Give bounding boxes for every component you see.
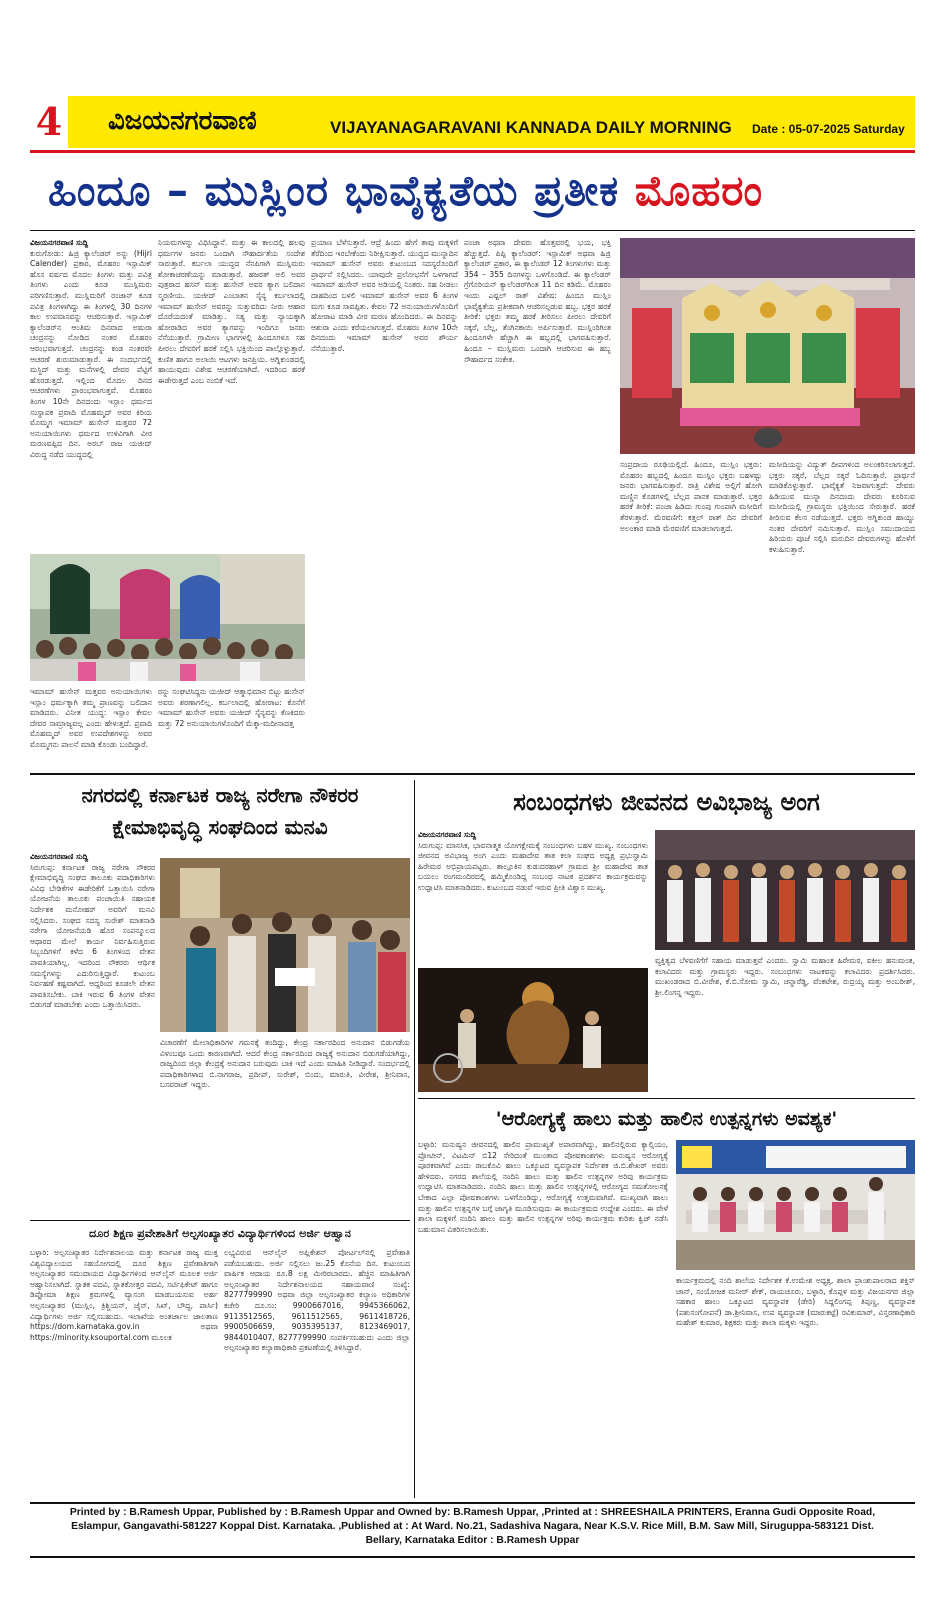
shrine-illustration <box>620 238 915 454</box>
lead-photo-shrine <box>620 238 915 454</box>
masthead-title-kannada: ವಿಜಯನಗರವಾಣಿ <box>108 106 257 136</box>
footer-line-1: Printed by : B.Ramesh Uppar, Published by : B.Ramesh Uppar and Owned by: B.Ramesh Uppar, ,Printed at : SHREESHAILA PRINTERS, Eranna Gudi Opposite Road, <box>69 1507 876 1518</box>
footer-line-3: Bellary, Karnataka Editor : B.Ramesh Uppar <box>365 1535 580 1546</box>
story2-column-1 <box>30 852 155 1214</box>
story4-headline: 'ಆರೋಗ್ಯಕ್ಕೆ ಹಾಲು ಮತ್ತು ಹಾಲಿನ ಉತ್ಪನ್ನಗಳು ಅವಶ್ಯಕ' <box>495 1108 838 1130</box>
lead-headline-main: ಹಿಂದೂ – ಮುಸ್ಲಿಂರ ಭಾವೈಕ್ಯತೆಯ ಪ್ರತೀಕ <box>48 166 620 215</box>
divider <box>30 1502 915 1504</box>
story2-headline-line1: ನಗರದಲ್ಲಿ ಕರ್ನಾಟಕ ರಾಜ್ಯ ನರೇಗಾ ನೌಕರರ <box>81 783 359 807</box>
lead-column-5: ಸಂಪ್ರದಾಯ ರೂಢಿಯಲ್ಲಿದೆ. ಹಿಂದೂ, ಮುಸ್ಲಿಂ ಭಕ್ತರು: ಮೊಹರಂ ಹಬ್ಬದಲ್ಲಿ ಹಿಂದೂ ಮುಸ್ಲಿಂ ಭಕ್ತರು ಬಹಳಷ್ಟು ಜನರು ಭಾಗವಹಿಸುತ್ತಾರೆ. ರಾತ್ರಿ ವಿಶೇಷ ಅಲ್ಲಿಗೆ ಹೋಗಿ ಮಣ್ಣಿನ ಕೊಡಗಳಲ್ಲಿ ಬೆಲ್ಲದ ಪಾನಕ ಮಾಡುತ್ತಾರೆ. ಭಕ್ತರ ಹರಕೆ ತೀರಿಕೆ: ಪಂಜಾ ಹಿಡಿದು ಗುಂಪು ಗುಂಪಾಗಿ ಮಸೀದಿಗೆ ತೆರಳುತ್ತಾರೆ. ಮೆರವಣಿಗೆ: ಕತ್ತಲ್ ರಾತ್ ದಿನ ದೇವರಿಗೆ ಅಲಂಕಾರ ಮಾಡಿ ಮೆರವಣಿಗೆ ಮಾಡಲಾಗುತ್ತದೆ. <box>620 460 762 533</box>
lead-headline-accent: ಮೊಹರಂ <box>634 166 764 215</box>
drama-illustration <box>418 968 648 1092</box>
memorandum-illustration <box>160 858 410 1032</box>
seminar-illustration <box>676 1140 915 1270</box>
divider <box>30 1220 410 1221</box>
story2-text-1: ಸಿರುಗುಪ್ಪ: ಕರ್ನಾಟಕ ರಾಜ್ಯ ನರೇಗಾ ನೌಕರರ ಕ್ಷೇಮಾಭಿವೃದ್ಧಿ ಸಂಘದ ತಾಲೂಕು ಪದಾಧಿಕಾರಿಗಳು ವಿವಿಧ ಬೇಡಿಕೆಗಳ ಈಡೇರಿಕೆಗೆ ಒತ್ತಾಯಿಸಿ ನರೇಗಾ ಯೋಜನೆಯ ತಾಲೂಕು ಪಂಚಾಯಿತಿ ಸಹಾಯಕ ನಿರ್ದೇಶಕ ಮನೋಹರ್ ಅವರಿಗೆ ಮನವಿ ಸಲ್ಲಿಸಿದರು. ಸಂಘದ ಸದಸ್ಯ ಸುರೇಶ್ ಮಾತನಾಡಿ ನರೇಗಾ ಯೋಜನೆಯಡಿ ಹೊರ ಸಂಪನ್ಮೂಲದ ಆಧಾರದ ಮೇಲೆ ಕಾರ್ಯ ನಿರ್ವಹಿಸುತ್ತಿರುವ ಸಿಬ್ಬಂದಿಗಳಿಗೆ ಕಳೆದ 6 ತಿಂಗಳಿಂದ ವೇತನ ಪಾವತಿಯಾಗಿಲ್ಲ. ಇದರಿಂದ ನೌಕರರು ಆರ್ಥಿಕ ಸಮಸ್ಯೆಗಳನ್ನು ಎದುರಿಸುತ್ತಿದ್ದಾರೆ. ಕುಟುಂಬ ನಿರ್ವಹಣೆ ಕಷ್ಟವಾಗಿದೆ. ಆದ್ದರಿಂದ ಕೂಡಲೇ ವೇತನ ಪಾವತಿಸಬೇಕು. ಬಾಕಿ ಇರುವ 6 ತಿಂಗಳ ವೇತನ ಬಿಡುಗಡೆ ಮಾಡಬೇಕು ಎಂದು ಒತ್ತಾಯಿಸಿದರು. <box>30 862 155 1010</box>
story2-photo <box>160 858 410 1032</box>
masthead-date: Date : 05-07-2025 Saturday <box>752 122 905 136</box>
divider <box>414 780 415 1498</box>
lead-column-6: ಮಸೀದಿಯನ್ನು ವಿದ್ಯುತ್ ದೀಪಗಳಿಂದ ಅಲಂಕರಿಸಲಾಗುತ್ತದೆ. ಭಕ್ತರು ಸಕ್ಕರೆ, ಬೆಲ್ಲದ ಸಕ್ಕರೆ ಓದಿಸುತ್ತಾರೆ. ಪ್ರಾರ್ಥನೆ ಮಾಡಿಕೊಳ್ಳುತ್ತಾರೆ. ಭಾವೈಕ್ಯತೆ ನಿಜವಾಗುತ್ತದೆ: ದೇವರು ಹಿಡಿಯುವ ಮುನ್ನಾ ದಿನದಂದು ದೇವರು ಕೂರಿಸುವ ಮಸೀದಿಯಲ್ಲಿ ಗ್ರಾಮಸ್ಥರು ಭಕ್ತಿಯಿಂದ ಸೇರುತ್ತಾರೆ. ಹರಕೆ ತೀರಿಸುವ ಕೆಲಸ ನಡೆಯುತ್ತದೆ. ಭಕ್ತರು ಅಗ್ನಿಕುಂಡ ಹಾಯ್ದು ನಂತರ ದೇವರಿಗೆ ನಮಿಸುತ್ತಾರೆ. ಮುಸ್ಲಿಂ ಸಮುದಾಯದ ಹಿರಿಯರು ಪೂಜೆ ಸಲ್ಲಿಸಿ ಮರುದಿನ ದೇವರುಗಳನ್ನು ಹೊಳೆಗೆ ಕಳುಹಿಸುತ್ತಾರೆ. <box>769 460 915 554</box>
story5-column-1: ಬಳ್ಳಾರಿ: ಅಲ್ಪಸಂಖ್ಯಾತರ ನಿರ್ದೇಶನಾಲಯ ಮತ್ತು ಕರ್ನಾಟಕ ರಾಜ್ಯ ಮುಕ್ತ ವಿಶ್ವವಿದ್ಯಾಲಯದ ಸಹಯೋಗದಲ್ಲಿ ದೂರ ಶಿಕ್ಷಣ ಪ್ರವೇಶಾತಿಗಾಗಿ ಅಲ್ಪಸಂಖ್ಯಾತರ ಸಮುದಾಯದ ವಿದ್ಯಾರ್ಥಿಗಳಿಂದ ಆನ್‌ಲೈನ್ ಮೂಲಕ ಅರ್ಜಿ ಆಹ್ವಾನಿಸಲಾಗಿದೆ. ಸ್ನಾತಕ ಪದವಿ, ಸ್ನಾತಕೋತ್ತರ ಪದವಿ, ಸರ್ಟಿಫಿಕೇಟ್ ಹಾಗೂ ಡಿಪ್ಲೋಮಾ ಶಿಕ್ಷಣ ಕ್ರಮಗಳಲ್ಲಿ ವ್ಯಾಸಂಗ ಮಾಡಬಯಸುವ ಅರ್ಹ ಅಲ್ಪಸಂಖ್ಯಾತರ (ಮುಸ್ಲಿಂ, ಕ್ರಿಶ್ಚಿಯನ್, ಜೈನ್, ಸಿಖ್, ಬೌದ್ಧ, ಪಾರ್ಸಿ) ವಿದ್ಯಾರ್ಥಿಗಳು ಅರ್ಜಿ ಸಲ್ಲಿಸಬಹುದು. ಇಲಾಖೆಯ ಅಂತರ್ಜಾಲ ಜಾಲತಾಣ https://dom.karnataka.gov.in ಅಥವಾ https://minority.ksouportal.com ಮೂಲಕ <box>30 1248 218 1342</box>
lead-column-4: ಪಂಜಾ ಅಥವಾ ದೇವರು ಹೊತ್ತವರಲ್ಲಿ ಭಯ, ಭಕ್ತಿ ಹೆಚ್ಚುತ್ತದೆ. ಪಿಪ್ಪಿ ಕ್ಯಾಲೆಂಡರ್: ಇಸ್ಲಾಮಿಕ್ ಅಥವಾ ಹಿಜ್ರಿ ಕ್ಯಾಲೆಂಡರ್ ಪ್ರಕಾರ, ಈ ಕ್ಯಾಲೆಂಡರ್ 12 ತಿಂಗಳುಗಳು ಮತ್ತು 354 – 355 ದಿನಗಳನ್ನು ಒಳಗೊಂಡಿದೆ. ಈ ಕ್ಯಾಲೆಂಡರ್ ಗ್ರೆಗೊರಿಯನ್ ಕ್ಯಾಲೆಂಡರ್‌ಗಿಂತ 11 ದಿನ ಕಡಿಮೆ. ಮೊಹರಂ ಇಂದು ಎಷ್ಟಲ್ ರಾತ್ ವಿಶೇಷ: ಹಿಂದೂ ಮುಸ್ಲಿಂ ಭಾವೈಕ್ಯತೆಯ ಪ್ರತೀಕವಾಗಿ ಆಚರಿಸಲ್ಪಡುವ ಹಬ್ಬ. ಭಕ್ತರ ಹರಕೆ ತೀರಿಕೆ: ಭಕ್ತರು ತಮ್ಮ ಹರಕೆ ತೀರಿಸಲು ಪೀರಲು ದೇವರಿಗೆ ಸಕ್ಕರೆ, ಬೆಲ್ಲ, ತೆಂಗಿನಕಾಯಿ ಅರ್ಪಿಸುತ್ತಾರೆ. ಮುಸ್ಲಿಂರಿಗಿಂತ ಹಿಂದೂಗಳೇ ಹೆಚ್ಚಾಗಿ ಈ ಹಬ್ಬದಲ್ಲಿ ಭಾಗವಹಿಸುತ್ತಾರೆ. ಹಿಂದೂ – ಮುಸ್ಲಿಮರು ಒಂದಾಗಿ ಆಚರಿಸುವ ಈ ಹಬ್ಬ ಸೌಹಾರ್ದದ ಸಂಕೇತ. <box>464 238 611 364</box>
lead-dateline: ವಿಜಯನಗರವಾಣಿ ಸುದ್ದಿ <box>30 238 89 247</box>
divider <box>30 1556 915 1558</box>
story3-photo-group <box>655 830 915 950</box>
story3-column-1 <box>418 830 648 962</box>
story5-column-2: ಲಭ್ಯವಿರುವ ಆನ್‌ಲೈನ್ ಅಪ್ಲಿಕೇಶನ್ ಪೋರ್ಟಲ್‌ನಲ್ಲಿ ಪ್ರವೇಶಾತಿ ಪಡೆಯಬಹುದು. ಅರ್ಜಿ ಸಲ್ಲಿಸಲು ಜು.25 ಕೊನೆಯ ದಿನ. ಕುಟುಂಬದ ವಾರ್ಷಿಕ ಆದಾಯ ರೂ.8 ಲಕ್ಷ ಮೀರಿರಬಾರದು. ಹೆಚ್ಚಿನ ಮಾಹಿತಿಗಾಗಿ ಅಲ್ಪಸಂಖ್ಯಾತರ ನಿರ್ದೇಶನಾಲಯದ ಸಹಾಯವಾಣಿ ಸಂಖ್ಯೆ: 8277799990 ಅಥವಾ ಜಿಲ್ಲಾ ಅಲ್ಪಸಂಖ್ಯಾತರ ಕಲ್ಯಾಣ ಅಧಿಕಾರಿಗಳ ಕಚೇರಿ ದೂ.ಸಂ: 9900667016, 9945366062, 9113512565, 9611512565, 9611418726, 9900506659, 9035395137, 8123469017, 9844010407, 8277799990 ಸಂಪರ್ಕಿಸಬಹುದು ಎಂದು ಜಿಲ್ಲಾ ಅಲ್ಪಸಂಖ್ಯಾತರ ಕಲ್ಯಾಣಾಧಿಕಾರಿ ಪ್ರಕಟಣೆಯಲ್ಲಿ ತಿಳಿಸಿದ್ದಾರೆ. <box>224 1248 410 1353</box>
lead-column-2: ನಿಯಮಗಳನ್ನು ವಿಧಿಸಿದ್ದಾನೆ. ಮತ್ತು ಈ ಕಾಲದಲ್ಲಿ ಹಲವು ಧರ್ಮಗಳ ಜನರು ಒಂದಾಗಿ ಸೌಹಾರ್ದತೆಯ ಸಂದೇಶ ಸಾರುತ್ತಾರೆ. ಕರ್ಬಲಾ ಯುದ್ಧದ ನೆನಪಿಗಾಗಿ ಮುಸ್ಲಿಮರು ಶೋಕಾಚರಣೆಯನ್ನು ಮಾಡುತ್ತಾರೆ. ಹಜರತ್ ಅಲಿ ಅವರ ಪುತ್ರರಾದ ಹಸನ್ ಮತ್ತು ಹುಸೇನ್ ಅವರ ತ್ಯಾಗ ಬಲಿದಾನ ಸ್ಮರಣೀಯ. ಯಜೀದ್ ಎಂಬಾತನ ಸೈನ್ಯ ಕರ್ಬಲಾದಲ್ಲಿ ಇಮಾಮ್ ಹುಸೇನ್ ಅವರನ್ನು ಸುತ್ತುವರಿದು ನೀರು ಆಹಾರ ದೊರೆಯದಂತೆ ಮಾಡಿತ್ತು. ಸತ್ಯ ಮತ್ತು ನ್ಯಾಯಕ್ಕಾಗಿ ಹೋರಾಡಿದ ಅವರ ತ್ಯಾಗವನ್ನು ಇಂದಿಗೂ ಜನರು ನೆನೆಯುತ್ತಾರೆ. ಗ್ರಾಮೀಣ ಭಾಗಗಳಲ್ಲಿ ಹಿಂದೂಗಳೂ ಸಹ ಪೀರಲು ದೇವರಿಗೆ ಹರಕೆ ಸಲ್ಲಿಸಿ ಭಕ್ತಿಯಿಂದ ಪಾಲ್ಗೊಳ್ಳುತ್ತಾರೆ. ಕುಣಿತ ಹಾಗೂ ಅಲಾಯಿ ಆಟಗಳು ಜನಪ್ರಿಯ. ಅಗ್ನಿಕುಂಡದಲ್ಲಿ ಹಾಯುವುದು ವಿಶೇಷ ಆಚರಣೆಯಾಗಿದೆ. ಇದರಿಂದ ಹರಕೆ ಈಡೇರುತ್ತದೆ ಎಂಬ ನಂಬಿಕೆ ಇದೆ. <box>158 238 305 385</box>
page-number: 4 <box>30 96 68 148</box>
story3-photo-drama <box>418 968 648 1092</box>
lead-column-2b: ರನ್ನು ಸಂಘಟಿಸಿದ್ದನು ಯಜೀದ್ ಆತ್ಮಾಭಿಮಾನ ಬಿಟ್ಟು ಹುಸೇನ್ ಅವರು ಶರಣಾಗಲಿಲ್ಲ. ಕರ್ಬಲಾದಲ್ಲಿ ಹೋರಾಟ: ಕೊನೆಗೆ ಇಮಾಮ್ ಹುಸೇನ್ ಅವರು ಯಜೀದ್ ಸೈನ್ಯವನ್ನು ಕೆಣಕಿದರು ಮತ್ತು 72 ಅನುಯಾಯಿಗಳೊಂದಿಗೆ ಮೆಕ್ಕಾ-ಮದೀನಾದತ್ತ <box>158 687 305 728</box>
story2-dateline: ವಿಜಯನಗರವಾಣಿ ಸುದ್ದಿ <box>30 852 89 861</box>
story3-caption: ವ್ಯಕ್ತಿತ್ವದ ಬೆಳವಣಿಗೆಗೆ ಸಹಾಯ ಮಾಡುತ್ತವೆ ಎಂದರು. ಸ್ವಾಮಿ ಮಹಾಂತ ಹಿರೇಮಠ, ವಕೀಲ ಹನುಮಂತ, ಕಲಾವಿದರು ಮತ್ತು ಗ್ರಾಮಸ್ಥರು ಇದ್ದರು. ಸಂಬಂಧಗಳು ನಾಟಕವನ್ನು ಕಲಾವಿದರು ಪ್ರದರ್ಶಿಸಿದರು. ಮುಖಂಡರಾದ ಬಿ.ವೀರೇಶ, ಕೆ.ಬಿ.ಸೋಮ ಸ್ವಾಮಿ, ಚನ್ನಾರೆಡ್ಡಿ, ವೆಂಕಟೇಶ, ರುದ್ರಯ್ಯ ಮತ್ತು ಅಂಬರೀಶ್, ಶ್ರೀ.ಲಿಂಗನ್ನ ಇದ್ದರು. <box>655 956 915 997</box>
group-illustration <box>655 830 915 950</box>
story4-photo <box>676 1140 915 1270</box>
story3-headline: ಸಂಬಂಧಗಳು ಜೀವನದ ಅವಿಭಾಜ್ಯ ಅಂಗ <box>513 788 820 816</box>
story2-headline-line2: ಕ್ಷೇಮಾಭಿವೃದ್ಧಿ ಸಂಘದಿಂದ ಮನವಿ <box>112 815 328 839</box>
lead-column-3: ಪ್ರಯಾಣ ಬೆಳೆಸುತ್ತಾರೆ. ಆದ್ರೆ ಹಿಂದು ಹೇಗೆ ತಾವು ಮಕ್ಕಳಿಗೆ ತೆರೆದಿಂದ ಇರಬೇಕೆಂದು ನಿರೀಕ್ಷಿಸುತ್ತಾರೆ. ಯುದ್ಧದ ಮುನ್ನಾದಿನ ಇಮಾಮ್ ಹುಸೇನ್ ಅವರು ಕುಟುಂಬದ ಸದಸ್ಯರೊಂದಿಗೆ ಪ್ರಾರ್ಥನೆ ಸಲ್ಲಿಸಿದರು. ಯಾವುದೇ ಪ್ರಲೋಭನೆಗೆ ಒಳಗಾಗದೆ ಇಮಾಮ್ ಹುಸೇನ್ ಅವರ ಅಡಿಯಲ್ಲಿ ನಿಂತರು. ಸಹ ನೀಡಲು ದಾಹದಿಂದ ಬಳಲಿ ಇಮಾಮ್ ಹುಸೇನ್ ಅವರ 6 ತಿಂಗಳ ಮಗು ಕೂಡ ಸಾವಪ್ಪಿತು. ಕೇವಲ 72 ಅನುಯಾಯಿಗಳೊಂದಿಗೆ ಹೋರಾಟ ಮಾಡಿ ವೀರ ಮರಣ ಹೊಂದಿದರು. ಈ ದಿನವನ್ನು ಆಶುರಾ ಎಂದು ಕರೆಯಲಾಗುತ್ತದೆ. ಮೊಹರಂ ತಿಂಗಳ 10ನೇ ದಿನದಂದು ಇಮಾಮ್ ಹುಸೇನ್ ಅವರ ಶೌರ್ಯ ನೆನೆಯುತ್ತಾರೆ. <box>311 238 458 353</box>
divider <box>30 230 915 231</box>
story3-dateline: ವಿಜಯನಗರವಾಣಿ ಸುದ್ದಿ <box>418 830 477 839</box>
story4-caption: ಕಾರ್ಯಕ್ರಮದಲ್ಲಿ ನಂದಿ ಶಾಲೆಯ ನಿರ್ದೇಶಕ ಕೆ.ಉಮೇಶ ಅಧ್ಯಕ್ಷ, ಶಾಲಾ ಪ್ರಾಂಶುಪಾಲರಾದ ಶಕ್ತಿಸ್ ಜಾನ್, ಸಂಯೋಜಕ ಮನೀರ್ ಶೇಕ್, ರಾಯಚೂರು, ಬಳ್ಳಾರಿ, ಕೊಪ್ಪಳ ಮತ್ತು ವಿಜಯನಗರ ಜಿಲ್ಲಾ ಸಹಕಾರ ಹಾಲು ಒಕ್ಕೂಟದ ವ್ಯವಸ್ಥಾಪಕ (ಡೇರಿ) ಸಿದ್ದಲಿಂಗಪ್ಪ ತಿಪ್ಪಣ್ಣ, ವ್ಯವಸ್ಥಾಪಕ (ಪಶುಸಂಗೋಪನೆ) ಡಾ.ಶ್ರೀನಿವಾಸ, ಉಪ ವ್ಯವಸ್ಥಾಪಕ (ಮಾರುಕಟ್ಟೆ) ರವಿಕುಮಾರ್, ವಿಸ್ತರಣಾಧಿಕಾರಿ ಮಹೇಶ್ ಕುಮಾರ, ಶಿಕ್ಷಕರು ಮತ್ತು ಶಾಲಾ ಮಕ್ಕಳು ಇದ್ದರು. <box>676 1276 915 1328</box>
story4-column-1: ಬಳ್ಳಾರಿ: ಮನುಷ್ಯನ ಜೀವನದಲ್ಲಿ ಹಾಲಿನ ಪ್ರಾಮುಖ್ಯತೆ ಅಪಾರವಾಗಿದ್ದು, ಹಾಲಿನಲ್ಲಿರುವ ಕ್ಯಾಲ್ಸಿಯಂ, ಪ್ರೋಟೀನ್, ವಿಟಮಿನ್ ಬಿ12 ಸೇರಿದಂತೆ ಮುಂತಾದ ಪೋಷಕಾಂಶಗಳು ಮನುಷ್ಯನ ಆರೋಗ್ಯಕ್ಕೆ ಪೂರಕವಾಗಿವೆ ಎಂದು ರಾಬಕೊವಿ ಹಾಲು ಒಕ್ಕೂಟದ ವ್ಯವಸ್ಥಾಪಕ ನಿರ್ದೇಶಕ ಜಿ.ಬಿ.ಶೇಖರ್ ಅವರು ಹೇಳಿದರು. ನಗರದ ಶಾಲೆಯಲ್ಲಿ ನಂದಿನಿ ಹಾಲು ಮತ್ತು ಹಾಲಿನ ಉತ್ಪನ್ನಗಳ ಅರಿವು ಕಾರ್ಯಕ್ರಮ ಉದ್ಘಾಟಿಸಿ ಮಾತನಾಡಿದರು. ನಂದಿನಿ ಹಾಲು ಮತ್ತು ಹಾಲಿನ ಉತ್ಪನ್ನಗಳಲ್ಲಿ ಆರೋಗ್ಯದ ಸಮತೋಲನಕ್ಕೆ ಬೇಕಾದ ಎಲ್ಲಾ ಪೋಷಕಾಂಶಗಳು ಒಳಗೊಂಡಿದ್ದು, ಆರೋಗ್ಯಕ್ಕೆ ಉತ್ತಮವಾಗಿವೆ. ಮುಖ್ಯವಾಗಿ ಹಾಲು ಮತ್ತು ಹಾಲಿನ ಉತ್ಪನ್ನಗಳ ಬಗ್ಗೆ ಜಾಗೃತಿ ಮೂಡಿಸುವುದು ಈ ಕಾರ್ಯಕ್ರಮದ ಉದ್ದೇಶ ಎಂದರು. ಈ ವೇಳೆ ಶಾಲಾ ಮಕ್ಕಳಿಗೆ ನಂದಿನಿ ಹಾಲು ಮತ್ತು ಹಾಲಿನ ಉತ್ಪನ್ನಗಳ ಅರಿವು ಕಾರ್ಯಕ್ರಮ ಕುರಿತು ಕ್ವಿಜ್ ನಡೆಸಿ ಬಹುಮಾನ ವಿತರಿಸಲಾಯಿತು. <box>418 1140 668 1234</box>
lead-headline <box>48 160 898 222</box>
masthead-rule <box>30 150 915 153</box>
masthead-title-english: VIJAYANAGARAVANI KANNADA DAILY MORNING <box>330 118 732 137</box>
story2-column-2: ವಿಚಾರಣೆಗೆ ಮೇಲಾಧಿಕಾರಿಗಳ ಗಮನಕ್ಕೆ ತಂದಿದ್ದು, ಕೇಂದ್ರ ಸರ್ಕಾರದಿಂದ ಅನುದಾನ ಬಿಡುಗಡೆಯ ವಿಳಂಬವೂ ಒಂದು ಕಾರಣವಾಗಿದೆ. ಆದರೆ ಕೇಂದ್ರ ಸರ್ಕಾರದಿಂದ ರಾಜ್ಯಕ್ಕೆ ಅನುದಾನ ಬಿಡುಗಡೆಯಾಗಿದ್ದು, ರಾಜ್ಯದಿಂದ ಜಿಲ್ಲಾ ಕೇಂದ್ರಕ್ಕೆ ಅನುದಾನ ಬರುವುದು ಬಾಕಿ ಇದೆ ಎಂದು ಮಾಹಿತಿ ನೀಡಿದ್ದಾರೆ. ಸಂದರ್ಭದಲ್ಲಿ ಪದಾಧಿಕಾರಿಗಳಾದ ಬಿ.ನಾಗರಾಜ, ಪ್ರದೀಪ್, ಸುರೇಶ್, ಬಿಂದು, ಮಾರುತಿ, ವೀರೇಶ, ಶ್ರೀನಿವಾಸ, ಬಸವರಾಜ್ ಇದ್ದರು. <box>160 1038 410 1090</box>
procession-illustration <box>30 554 305 681</box>
lead-column-1 <box>30 238 152 548</box>
divider <box>418 1098 915 1099</box>
story3-text-1: ಸಿರುಗುಪ್ಪ: ಮಾನಸಿಕ, ಭಾವನಾತ್ಮಕ ಯೋಗಕ್ಷೇಮಕ್ಕೆ ಸಂಬಂಧಗಳು ಬಹಳ ಮುಖ್ಯ. ಸಂಬಂಧಗಳು ಜೀವನದ ಅವಿಭಾಜ್ಯ ಅಂಗ ಎಂದು ಮಹಾದೇವ ತಾತ ಕಲಾ ಸಂಘದ ಅಧ್ಯಕ್ಷ ಪ್ರಭುಸ್ವಾಮಿ ಹಿರೇಮಠ ಅಭಿಪ್ರಾಯಪಟ್ಟರು. ತಾಲ್ಲೂಕಿನ ಕುಡುದರಹಾಳ್ ಗ್ರಾಮದ ಶ್ರೀ ಮಹಾದೇವ ತಾತ ಬಯಲು ರಂಗಮಂದಿರದಲ್ಲಿ ಹಮ್ಮಿಕೊಂಡಿದ್ದ ಸಂಬಂಧ ನಾಟಕ ಪ್ರದರ್ಶನ ಕಾರ್ಯಕ್ರಮವನ್ನು ಉದ್ಘಾಟಿಸಿ ಮಾತನಾಡಿದರು. ಕುಟುಂಬದ ನಡುವೆ ಇರುವ ಪ್ರೀತಿ ವಿಶ್ವಾಸ ಮುಖ್ಯ. <box>418 840 648 892</box>
lead-column-1b: ಇಮಾಮ್ ಹುಸೇನ್ ಮತ್ತವರ ಅನುಯಾಯಿಗಳು ಇಸ್ಲಾಂ ಧರ್ಮಕ್ಕಾಗಿ ತಮ್ಮ ಪ್ರಾಣವನ್ನು ಬಲಿದಾನ ಮಾಡಿದರು. ವಿನೀತ ಯುದ್ಧ: ಇಸ್ಲಾಂ ಕೇವಲ ದೇವರ ಸಾಮ್ರಾಜ್ಯವಲ್ಲ ಎಂದು ಹೇಳುತ್ತದೆ. ಪ್ರವಾದಿ ಮೊಹಮ್ಮದ್ ಅವರ ಉಪದೇಶಗಳನ್ನು ಅವರ ಮೊಮ್ಮಗನು ಪಾಲನೆ ಮಾಡಿ ಕೊಂಡು ಬಂದಿದ್ದಾರೆ. <box>30 687 152 749</box>
lead-text-1a: ಕುರುಗೋಡು: ಹಿಜ್ರಿ ಕ್ಯಾಲೆಂಡರ್ ಅನ್ನು (Hijri Calender) ಪ್ರಕಾರ, ಮೊಹರಂ ಇಸ್ಲಾಮಿಕ್ ಹೊಸ ವರ್ಷದ ಮೊದಲ ತಿಂಗಳು ಮತ್ತು ಪವಿತ್ರ ತಿಂಗಳು ಎಂದು ಕೂಡ ಮುಸ್ಲಿಮರು ಪರಿಗಣಿಸುತ್ತಾರೆ. ಮುಸ್ಲಿಮರಿಗೆ ರಂಜಾನ್ ಕೂಡ ಪವಿತ್ರ ತಿಂಗಳಾಗಿದ್ದು ಈ ತಿಂಗಳಲ್ಲಿ 30 ದಿನಗಳ ಕಾಲ ಉಪವಾಸವನ್ನು ಆಚರಿಸುತ್ತಾರೆ. ಇಸ್ಲಾಮಿಕ್ ಕ್ಯಾಲೆಂಡರ್‌ನ ಆಂತಿಮ ದಿನವಾದ ಅಷುರಾ ಚಂದ್ರನನ್ನು ನೋಡಿದ ನಂತರ ಮೊಹರಂ ಆರಂಭವಾಗುತ್ತದೆ. ಚಂದ್ರನನ್ನು ಕಂಡ ನಂತರವೇ ಆಚರಣೆ ಶುರುಮಾಡುತ್ತಾರೆ. ಈ ಸಂದರ್ಭದಲ್ಲಿ ಮಸ್ಜಿದ್ ಮತ್ತು ಮನೆಗಳಲ್ಲಿ ದೇವರ ಪೆಟ್ಟಿಗೆ ಹೊರಡುತ್ತದೆ. ಇಲ್ಲಿಂದ ಮೊದಲ ದಿನದ ಆಚರಣೆಗಳು ಪ್ರಾರಂಭವಾಗುತ್ತವೆ. ಮೊಹರಂ ತಿಂಗಳ 10ನೇ ದಿನದಂದು ಇಸ್ಲಾಂ ಧರ್ಮದ ಸಂಸ್ಥಾಪಕ ಪ್ರವಾದಿ ಮೊಹಮ್ಮದ್ ಅವರ ಕಿರಿಯ ಮೊಮ್ಮಗ ಇಮಾಮ್ ಹುಸೇನ್ ಮತ್ತವರ 72 ಅನುಯಾಯಿಗಳು ಧರ್ಮದ ಉಳಿವಿಗಾಗಿ ವೀರ ಮರಣವಪ್ಪಿದ ದಿನ. ಅರಬ್ ರಾಜ ಯಜೀದ್ ವಿರುದ್ಧ ನಡೆದ ಯುದ್ಧದಲ್ಲಿ <box>30 248 152 459</box>
footer-imprint <box>30 1506 915 1548</box>
divider <box>30 773 915 775</box>
story5-headline: ದೂರ ಶಿಕ್ಷಣ ಪ್ರವೇಶಾತಿಗೆ ಅಲ್ಪಸಂಖ್ಯಾತರ ವಿದ್ಯಾರ್ಥಿಗಳಿಂದ ಅರ್ಜಿ ಆಹ್ವಾನ <box>89 1227 351 1240</box>
footer-line-2: Eslampur, Gangavathi-581227 Koppal Dist. Karnataka. ,Published at : At Ward. No.21, Sadashiva Nagara, Near K.S.V. Rice Mill, B.M. Saw Mill, Siruguppa-583121 Dist. <box>71 1521 874 1532</box>
lead-photo-procession <box>30 554 305 681</box>
